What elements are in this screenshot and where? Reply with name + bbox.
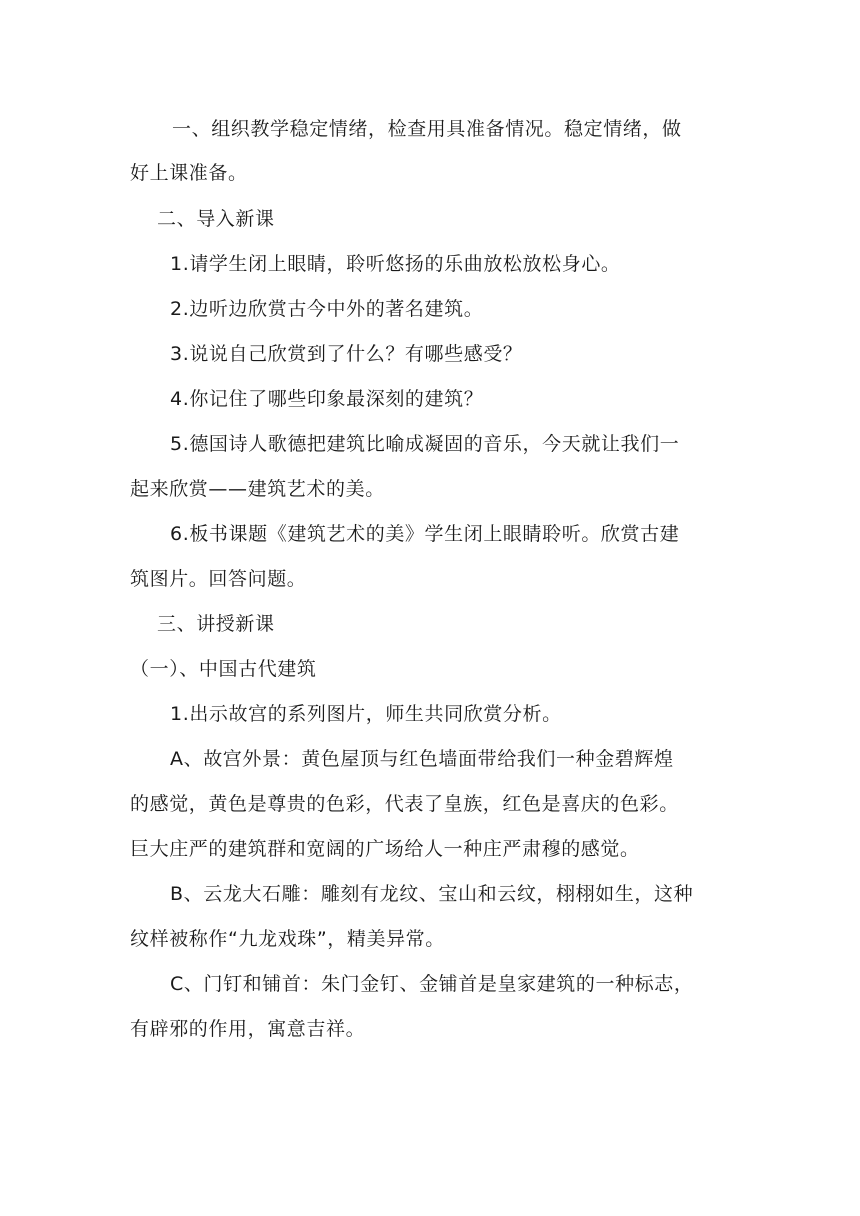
text-line: 4.你记住了哪些印象最深刻的建筑？ — [170, 388, 484, 410]
text-line: A、故宫外景：黄色屋顶与红色墙面带给我们一种金碧辉煌 — [170, 748, 674, 770]
text-line: C、门钉和铺首：朱门金钉、金铺首是皇家建筑的一种标志， — [170, 973, 694, 995]
text-line: 5.德国诗人歌德把建筑比喻成凝固的音乐，今天就让我们一 — [170, 433, 680, 455]
text-line: 筑图片。回答问题。 — [130, 568, 307, 590]
text-line: B、云龙大石雕：雕刻有龙纹、宝山和云纹，栩栩如生，这种 — [170, 883, 694, 905]
text-line: 6.板书课题《建筑艺术的美》学生闭上眼睛聆听。欣赏古建 — [170, 523, 680, 545]
section-heading: 二、导入新课 — [157, 208, 275, 230]
text-line: 的感觉，黄色是尊贵的色彩，代表了皇族，红色是喜庆的色彩。 — [130, 793, 679, 815]
section-heading: 三、讲授新课 — [157, 613, 275, 635]
text-line: 巨大庄严的建筑群和宽阔的广场给人一种庄严肃穆的感觉。 — [130, 838, 640, 860]
text-line: 1.请学生闭上眼睛，聆听悠扬的乐曲放松放松身心。 — [170, 253, 621, 275]
text-line: 3.说说自己欣赏到了什么？有哪些感受？ — [170, 343, 523, 365]
text-line: 1.出示故宫的系列图片，师生共同欣赏分析。 — [170, 703, 562, 725]
text-line: 好上课准备。 — [130, 162, 248, 184]
text-line: 有辟邪的作用，寓意吉祥。 — [130, 1018, 366, 1040]
text-line: 一、组织教学稳定情绪，检查用具准备情况。稳定情绪，做 — [172, 118, 682, 140]
text-line: 起来欣赏——建筑艺术的美。 — [130, 478, 385, 500]
subsection-heading: （一）、中国古代建筑 — [130, 658, 317, 680]
text-line: 2.边听边欣赏古今中外的著名建筑。 — [170, 298, 484, 320]
text-line: 纹样被称作“九龙戏珠”，精美异常。 — [130, 928, 445, 950]
